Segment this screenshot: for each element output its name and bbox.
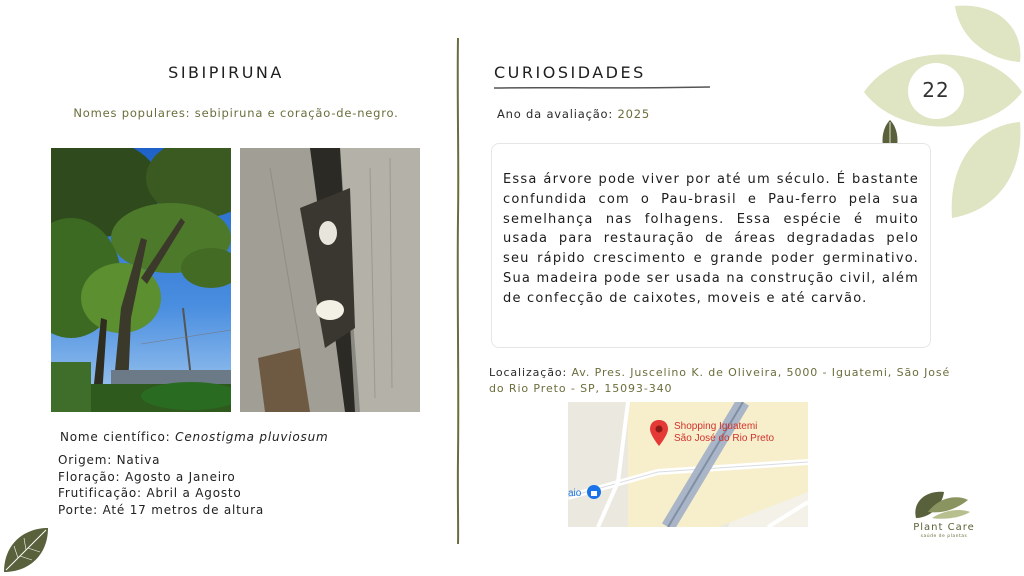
popular-names (0, 106, 472, 120)
species-facts (58, 452, 264, 518)
location-address-line1: Av. Pres. Juscelino K. de Oliveira, 5000 - Iguatemi, São José (571, 366, 951, 379)
scientific-name (60, 430, 329, 444)
curiosities-title: CURIOSIDADES (494, 63, 646, 82)
location (489, 365, 979, 396)
curiosities-text: Essa árvore pode viver por até um século. É bastante confundida com o Pau-brasil e Pau-ferro pela sua semelhança nas folhagens. Essa espécie é muito usada para restauração de áreas degradadas pelo seu rápido crescimento e grande poder germinativo. Sua madeira pode ser usada na construção civil, além de confecção de caixotes, moveis e até carvão. (503, 172, 919, 306)
fact-size: Porte: Até 17 metros de altura (58, 502, 264, 517)
species-title: SIBIPIRUNA (168, 63, 284, 82)
fact-fruiting: Frutificação: Abril a Agosto (58, 486, 242, 501)
evaluation-year-label: Ano da avaliação: (497, 107, 614, 121)
brand-name: Plant Care (913, 522, 975, 533)
map-partial-label: aio (568, 488, 582, 499)
tree-trunk-fork-photo (240, 148, 420, 412)
tree-canopy-photo (51, 148, 231, 412)
decorative-leaf-icon (0, 524, 52, 576)
shopping-bag-icon[interactable] (587, 485, 601, 499)
map-place-label[interactable] (674, 421, 774, 445)
popular-names-value: sebipiruna e coração-de-negro. (194, 106, 399, 120)
evaluation-year-value: 2025 (617, 107, 651, 121)
page-number: 22 (922, 78, 950, 102)
fact-origin: Origem: Nativa (58, 453, 161, 467)
evaluation-year (497, 107, 650, 121)
popular-names-label: Nomes populares: (73, 106, 191, 120)
curiosities-underline (492, 84, 712, 92)
map-place-line1: Shopping Iguatemi (674, 421, 758, 432)
map-place-line2: São José do Rio Preto (674, 433, 775, 444)
location-address-line2: do Rio Preto - SP, 15093-340 (489, 381, 673, 395)
curiosities-box (491, 143, 931, 348)
plant-care-logo-icon (904, 488, 984, 522)
location-label: Localização: (489, 366, 568, 379)
brand-tagline: saúde de plantas (920, 534, 968, 539)
fact-flowering: Floração: Agosto a Janeiro (58, 469, 236, 484)
scientific-name-value: Cenostigma pluviosum (175, 430, 329, 444)
scientific-name-label: Nome científico: (60, 430, 171, 444)
